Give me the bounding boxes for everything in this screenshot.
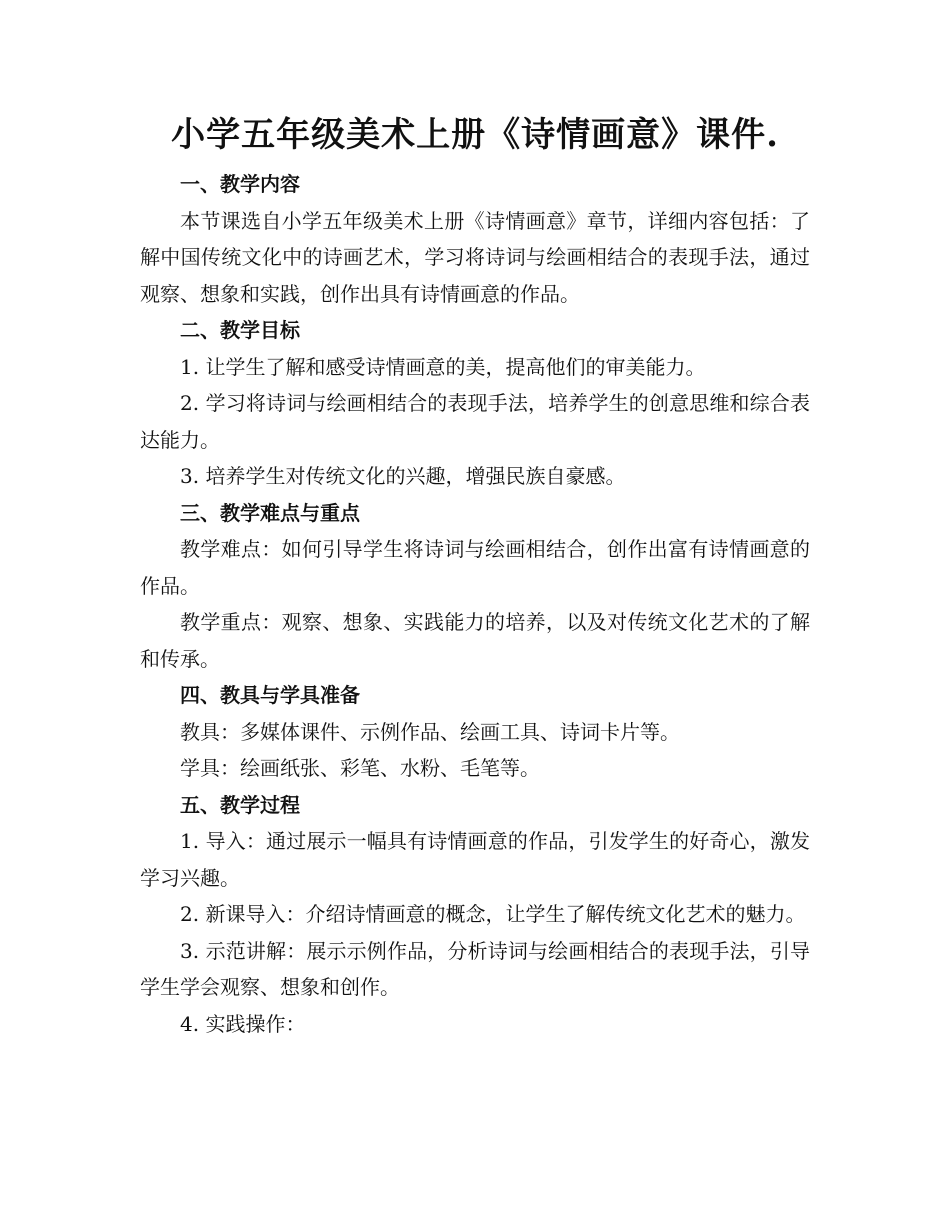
document-title: 小学五年级美术上册《诗情画意》课件.	[171, 115, 779, 155]
section-heading: 一、教学内容	[180, 172, 300, 196]
section-heading: 二、教学目标	[180, 318, 300, 342]
document-body	[140, 166, 810, 1042]
paragraph: 2. 学习将诗词与绘画相结合的表现手法，培养学生的创意思维和综合表达能力。	[140, 391, 810, 452]
paragraph: 1. 让学生了解和感受诗情画意的美，提高他们的审美能力。	[180, 354, 706, 379]
paragraph: 3. 培养学生对传统文化的兴趣，增强民族自豪感。	[180, 464, 626, 488]
paragraph: 3. 示范讲解：展示示例作品，分析诗词与绘画相结合的表现手法，引导学生学会观察、想象和创作。	[140, 938, 810, 999]
paragraph: 教具：多媒体课件、示例作品、绘画工具、诗词卡片等。	[180, 719, 680, 744]
paragraph: 本节课选自小学五年级美术上册《诗情画意》章节，详细内容包括：了解中国传统文化中的诗画艺术，学习将诗词与绘画相结合的表现手法，通过观察、想象和实践，创作出具有诗情画意的作品。	[140, 208, 810, 306]
paragraph: 2. 新课导入：介绍诗情画意的概念，让学生了解传统文化艺术的魅力。	[180, 902, 806, 926]
paragraph: 学具：绘画纸张、彩笔、水粉、毛笔等。	[180, 756, 540, 780]
section-heading: 五、教学过程	[180, 792, 300, 817]
paragraph: 1. 导入：通过展示一幅具有诗情画意的作品，引发学生的好奇心，激发学习兴趣。	[140, 829, 810, 890]
paragraph: 教学难点：如何引导学生将诗词与绘画相结合，创作出富有诗情画意的作品。	[140, 537, 810, 598]
paragraph: 教学重点：观察、想象、实践能力的培养，以及对传统文化艺术的了解和传承。	[140, 610, 810, 671]
paragraph: 4. 实践操作：	[180, 1011, 306, 1036]
section-heading: 三、教学难点与重点	[180, 500, 360, 525]
section-heading: 四、教具与学具准备	[180, 683, 360, 707]
